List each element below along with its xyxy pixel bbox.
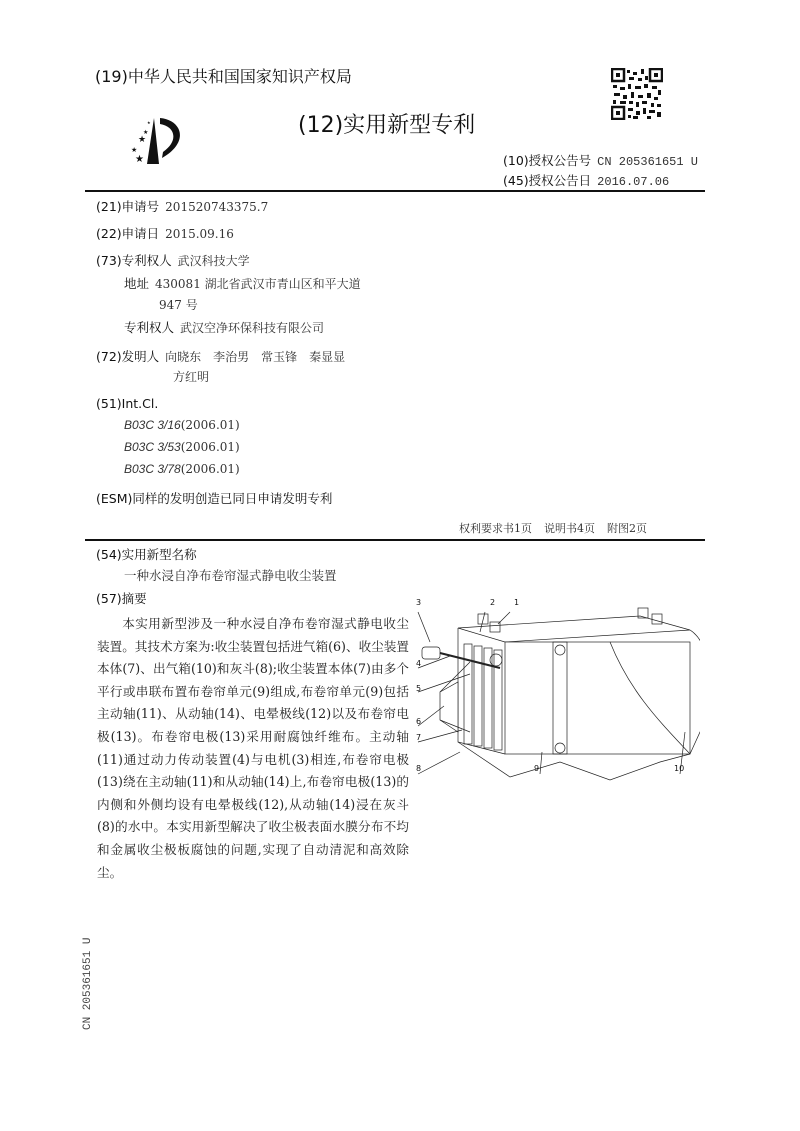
side-publication-number: CN 205361651 U: [82, 937, 94, 1030]
ipc-version: (2006.01): [180, 440, 240, 454]
publication-date-label: (45)授权公告日: [503, 173, 592, 188]
ipc-code: B03C 3/78: [124, 462, 181, 476]
utility-model-title: 一种水浸自净布卷帘湿式静电收尘装置: [124, 568, 337, 583]
figure-label: 4: [416, 659, 422, 668]
application-date-value: 2015.09.16: [165, 227, 234, 241]
utility-model-title-label: (54)实用新型名称: [96, 547, 197, 562]
inventors-line-2: [173, 368, 209, 385]
page-counts: [459, 520, 659, 536]
application-date-label: (22)申请日: [96, 226, 160, 241]
int-cl-label: (51)Int.Cl.: [96, 396, 159, 411]
document-type: (12)实用新型专利: [298, 113, 476, 138]
inventors-line2: 方红明: [173, 370, 210, 384]
svg-text:★: ★: [131, 146, 138, 154]
svg-text:★: ★: [143, 129, 149, 136]
figure-label: 5: [416, 684, 422, 693]
figure-label: 9: [534, 764, 540, 773]
ipc-entry: [124, 462, 240, 476]
publication-number: [503, 151, 698, 169]
office-name: (19)中华人民共和国国家知识产权局: [95, 67, 352, 86]
patentee-2-value: 武汉空净环保科技有限公司: [180, 321, 325, 335]
figure-label: 2: [490, 598, 496, 607]
patentee: [96, 251, 250, 269]
abstract-label: (57)摘要: [96, 591, 147, 606]
address-value-line1: 430081 湖北省武汉市青山区和平大道: [155, 277, 361, 291]
publication-date-value: 2016.07.06: [597, 175, 670, 189]
abstract-figure: [410, 598, 700, 782]
publication-number-value: CN 205361651 U: [597, 155, 698, 169]
qr-code-icon: [611, 68, 663, 120]
inventors-line1: 向晓东 李治男 常玉锋 秦显显: [165, 350, 346, 364]
application-number-label: (21)申请号: [96, 199, 160, 214]
patentee-2: [124, 318, 324, 336]
ipc-entry: [124, 440, 240, 454]
patentee-2-label: 专利权人: [124, 320, 175, 335]
abstract-text: 本实用新型涉及一种水浸自净布卷帘湿式静电收尘装置。其技术方案为:收尘装置包括进气箱(6)、收尘装置本体(7)、出气箱(10)和灰斗(8);收尘装置本体(7)由多个平行或串联布置布卷帘单元(9)组成,布卷帘单元(9)包括主动轴(11)、从动轴(14)、电晕极线(12)以及布卷帘电极(13)。布卷帘电极(13)采用耐腐蚀纤维布。主动轴(11)通过动力传动装置(4)与电机(3)相连,布卷帘电极(13)绕在主动轴(11)和从动轴(14)上,布卷帘电极(13)的内侧和外侧均设有电晕极线(12),从动轴(14)浸在灰斗(8)的水中。本实用新型解决了收尘极表面水膜分布不均和金属收尘极板腐蚀的问题,实现了自动清泥和高效除尘。: [97, 616, 409, 880]
ipc-code: B03C 3/53: [124, 440, 181, 454]
address-value-line2: 947 号: [159, 298, 198, 312]
ipc-version: (2006.01): [180, 418, 240, 432]
figure-label: 1: [514, 598, 520, 607]
section-divider: [85, 539, 705, 541]
header-divider: [85, 190, 705, 192]
inventors: [96, 347, 345, 365]
esm-note: (ESM)同样的发明创造已同日申请发明专利: [96, 491, 333, 506]
ipc-code: B03C 3/16: [124, 418, 181, 432]
application-number-value: 201520743375.7: [165, 200, 269, 214]
publication-number-label: (10)授权公告号: [503, 153, 592, 168]
svg-text:★: ★: [135, 154, 144, 165]
svg-text:★: ★: [138, 135, 147, 145]
address-line2: [159, 296, 198, 313]
publication-date: [503, 171, 669, 189]
cnipa-logo: [130, 112, 210, 168]
address-label: 地址: [124, 276, 150, 291]
patentee-label: (73)专利权人: [96, 253, 172, 268]
address: [124, 274, 361, 292]
figure-label: 3: [416, 598, 422, 607]
application-number: [96, 197, 268, 215]
ipc-version: (2006.01): [180, 462, 240, 476]
logo-icon: [130, 112, 210, 168]
qr-code: [611, 68, 663, 120]
inventors-label: (72)发明人: [96, 349, 160, 364]
ipc-entry: [124, 418, 240, 432]
svg-text:★: ★: [147, 120, 151, 125]
figure-label: 8: [416, 764, 422, 773]
figure-label: 6: [416, 717, 422, 726]
description-pages: 说明书4页: [544, 522, 595, 535]
application-date: [96, 224, 234, 242]
patentee-value: 武汉科技大学: [177, 254, 250, 268]
drawings-pages: 附图2页: [607, 522, 647, 535]
figure-label: 10: [674, 764, 685, 773]
precipitator-drawing: [410, 602, 700, 782]
figure-label: 7: [416, 733, 422, 742]
claims-pages: 权利要求书1页: [459, 522, 532, 535]
